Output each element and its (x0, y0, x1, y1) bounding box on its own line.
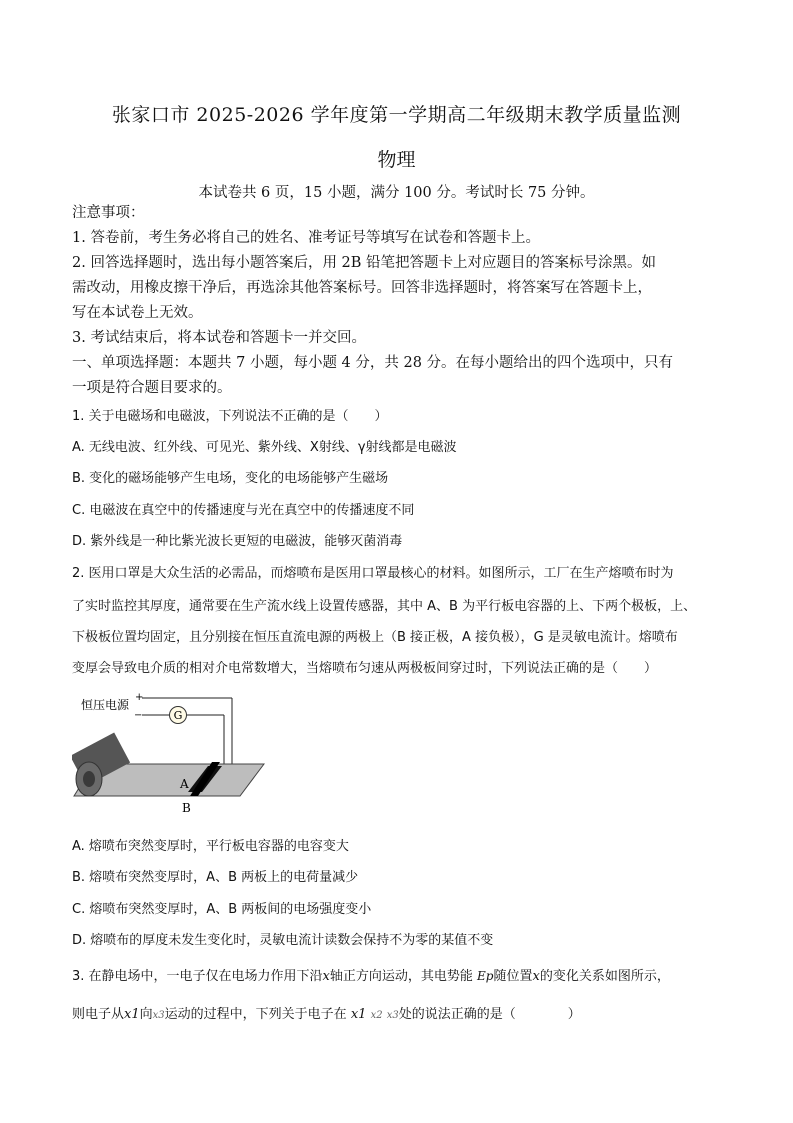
q3-line-2-part-b: 向 (139, 1007, 153, 1022)
q3-line-1-part-b: 轴正方向运动，其电势能 (329, 969, 473, 984)
q3-x3-symbol: x3 (152, 1010, 165, 1021)
q3-line-2-part-c: 运动的过程中，下列关于电子在 (164, 1007, 347, 1022)
exam-title: 张家口市 2025-2026 学年度第一学期高二年级期末教学质量监测 (111, 104, 682, 126)
fabric-roll-core (83, 771, 95, 787)
exam-info: 本试卷共 6 页，15 小题，满分 100 分。考试时长 75 分钟。 (198, 185, 595, 201)
q3-ep-symbol: Ep (477, 969, 494, 983)
power-source-label: 恒压电源 (81, 698, 130, 712)
q3-line-1-part-d: 的变化关系如图所示， (539, 969, 670, 984)
q3-line-2-part-a: 则电子从 (72, 1007, 125, 1022)
q2-line-2: 了实时监控其厚度，通常要在生产流水线上设置传感器，其中 A、B 为平行板电容器的上、下两个极板，上、 (72, 599, 697, 614)
q1-stem: 1. 关于电磁场和电磁波，下列说法不正确的是（ ） (72, 409, 388, 424)
notice-item-2-line-2: 需改动，用橡皮擦干净后，再选涂其他答案标号。回答非选择题时，将答案写在答题卡上， (72, 280, 652, 296)
plus-terminal-label: + (135, 692, 144, 703)
notice-item-1: 1. 答卷前，考生务必将自己的姓名、准考证号等填写在试卷和答题卡上。 (72, 230, 540, 246)
q3-line-1-part-a: 3. 在静电场中，一电子仅在电场力作用下沿 (72, 969, 323, 984)
q2-line-3: 下极板位置均固定，且分别接在恒压直流电源的两极上（B 接正极，A 接负极），G 是灵敏电流计。熔喷布 (72, 630, 678, 645)
galvanometer-label: G (173, 709, 183, 722)
q3-x-symbol: x (322, 969, 330, 984)
q1-option-c: C. 电磁波在真空中的传播速度与光在真空中的传播速度不同 (72, 503, 415, 518)
q3-line-1 (72, 965, 670, 984)
q1-option-a: A. 无线电波、红外线、可见光、紫外线、X射线、γ射线都是电磁波 (72, 440, 457, 455)
q2-line-4: 变厚会导致电介质的相对介电常数增大，当熔喷布匀速从两极板间穿过时，下列说法正确的是（ ） (72, 661, 658, 676)
notice-item-2-line-3: 写在本试卷上无效。 (72, 305, 203, 321)
notice-item-2-line-1: 2. 回答选择题时，选出每小题答案后，用 2B 铅笔把答题卡上对应题目的答案标号涂黑。如 (72, 255, 657, 271)
q3-line-2-part-d: 处的说法正确的是（ ） (398, 1007, 581, 1022)
subject-title: 物理 (377, 149, 416, 171)
section-1-line-2: 一项是符合题目要求的。 (72, 380, 232, 396)
notice-item-3: 3. 考试结束后，将本试卷和答题卡一并交回。 (72, 330, 366, 346)
q2-option-a: A. 熔喷布突然变厚时，平行板电容器的电容变大 (72, 839, 349, 854)
q2-line-1: 2. 医用口罩是大众生活的必需品，而熔喷布是医用口罩最核心的材料。如图所示，工厂在生产熔喷布时为 (72, 566, 674, 581)
notice-heading: 注意事项： (72, 205, 145, 221)
plate-b-label: B (182, 801, 191, 815)
q3-x1-symbol-2: x1 (350, 1007, 367, 1022)
q2-option-b: B. 熔喷布突然变厚时，A、B 两板上的电荷量减少 (72, 870, 359, 885)
section-1-line-1: 一、单项选择题：本题共 7 小题，每小题 4 分，共 28 分。在每小题给出的四个选项中，只有 (72, 355, 674, 371)
q3-x1-symbol: x1 (124, 1007, 140, 1022)
q2-option-c: C. 熔喷布突然变厚时，A、B 两板间的电场强度变小 (72, 902, 372, 917)
q3-line-1-part-c: 随位置 (493, 969, 533, 984)
q1-option-d: D. 紫外线是一种比紫光波长更短的电磁波，能够灭菌消毒 (72, 534, 403, 549)
q3-x-symbol-2: x (532, 969, 540, 984)
q2-option-d: D. 熔喷布的厚度未发生变化时，灵敏电流计读数会保持不为零的某值不变 (72, 933, 494, 948)
q3-line-2 (72, 1003, 581, 1022)
q1-option-b: B. 变化的磁场能够产生电场，变化的电场能够产生磁场 (72, 471, 389, 486)
plate-a-label: A (180, 777, 189, 791)
q3-x2-symbol: x2 (370, 1010, 383, 1021)
minus-terminal-label: − (134, 710, 143, 721)
q3-x3-symbol-2: x3 (386, 1010, 399, 1021)
q2-capacitor-figure (72, 688, 272, 818)
